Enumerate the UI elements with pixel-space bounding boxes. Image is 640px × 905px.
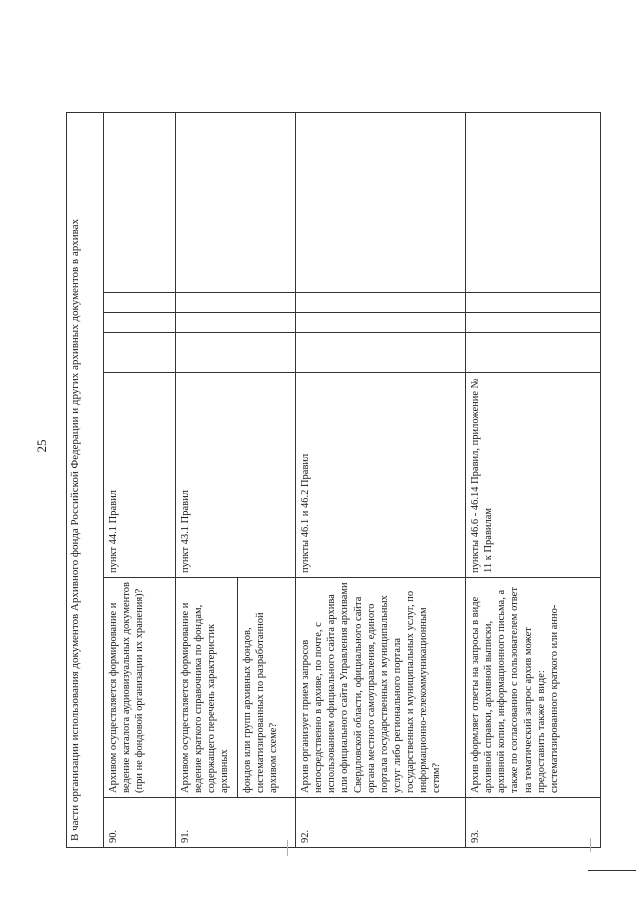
rotated-table-container	[66, 113, 601, 848]
row-number: 92.	[296, 798, 466, 848]
section-header-row	[67, 112, 104, 847]
answer-no-cell	[466, 313, 601, 333]
row-question: Архивом осуществляется формирование и ведение каталога аудиовизуальных документов (при не фондовой организации их хранения)?	[104, 578, 176, 798]
row-question: Архивом осуществляется формирование и ведение краткого справочника по фондам, содержащего перечень характеристик архивных	[176, 578, 238, 798]
notes-cell	[104, 112, 176, 292]
page-number: 25	[34, 439, 49, 453]
notes-cell	[176, 112, 296, 292]
table-row	[466, 112, 601, 847]
answer-na-cell	[466, 293, 601, 313]
row-question-continuation: фондов или групп архивных фондов, систематизированных по разработанной архивом схеме?	[238, 578, 296, 798]
row-reference: пункт 43.1 Правил	[176, 373, 296, 578]
row-question: Архив организует прием запросов непосредственно в архиве, по почте, с использованием официального сайта архива или официального сайта Управления архивами Свердловской области, официального сайта органа местного самоуправления, единого портала государственных и муниципальных услуг либо регионального портала государственных и муниципальных услуг, по информационно-телекоммуникационным сетям?	[296, 578, 466, 798]
section-title: В части организации использования документов Архивного фонда Российской Федерации и других архивных документов в архивах	[67, 112, 104, 847]
scan-margin-mark	[287, 840, 288, 856]
scan-margin-mark	[590, 838, 591, 852]
table-row	[296, 112, 466, 847]
checklist-table	[66, 112, 601, 848]
answer-yes-cell	[466, 333, 601, 373]
row-reference: пункты 46.6 - 46.14 Правил, приложение № 11 к Правилам	[466, 373, 601, 578]
answer-na-cell	[104, 293, 176, 313]
row-reference: пункт 44.1 Правил	[104, 373, 176, 578]
answer-no-cell	[296, 313, 466, 333]
row-reference: пункты 46.1 и 46.2 Правил	[296, 373, 466, 578]
answer-na-cell	[296, 293, 466, 313]
row-question: Архив оформляет ответы на запросы в виде архивной справки, архивной выписки, архивной копии, информационного письма, а также по согласованию с пользователем ответ на тематический запрос архив может предоставить также в виде: систематизированного краткого или анно-	[466, 578, 601, 798]
row-number: 91.	[176, 798, 296, 848]
notes-cell	[466, 112, 601, 292]
notes-cell	[296, 112, 466, 292]
row-number: 90.	[104, 798, 176, 848]
table-row	[176, 112, 238, 847]
answer-yes-cell	[104, 333, 176, 373]
table-row	[104, 112, 176, 847]
answer-yes-cell	[176, 333, 296, 373]
row-number: 93.	[466, 798, 601, 848]
answer-no-cell	[104, 313, 176, 333]
answer-no-cell	[176, 313, 296, 333]
answer-yes-cell	[296, 333, 466, 373]
bottom-rule	[588, 870, 636, 871]
answer-na-cell	[176, 293, 296, 313]
